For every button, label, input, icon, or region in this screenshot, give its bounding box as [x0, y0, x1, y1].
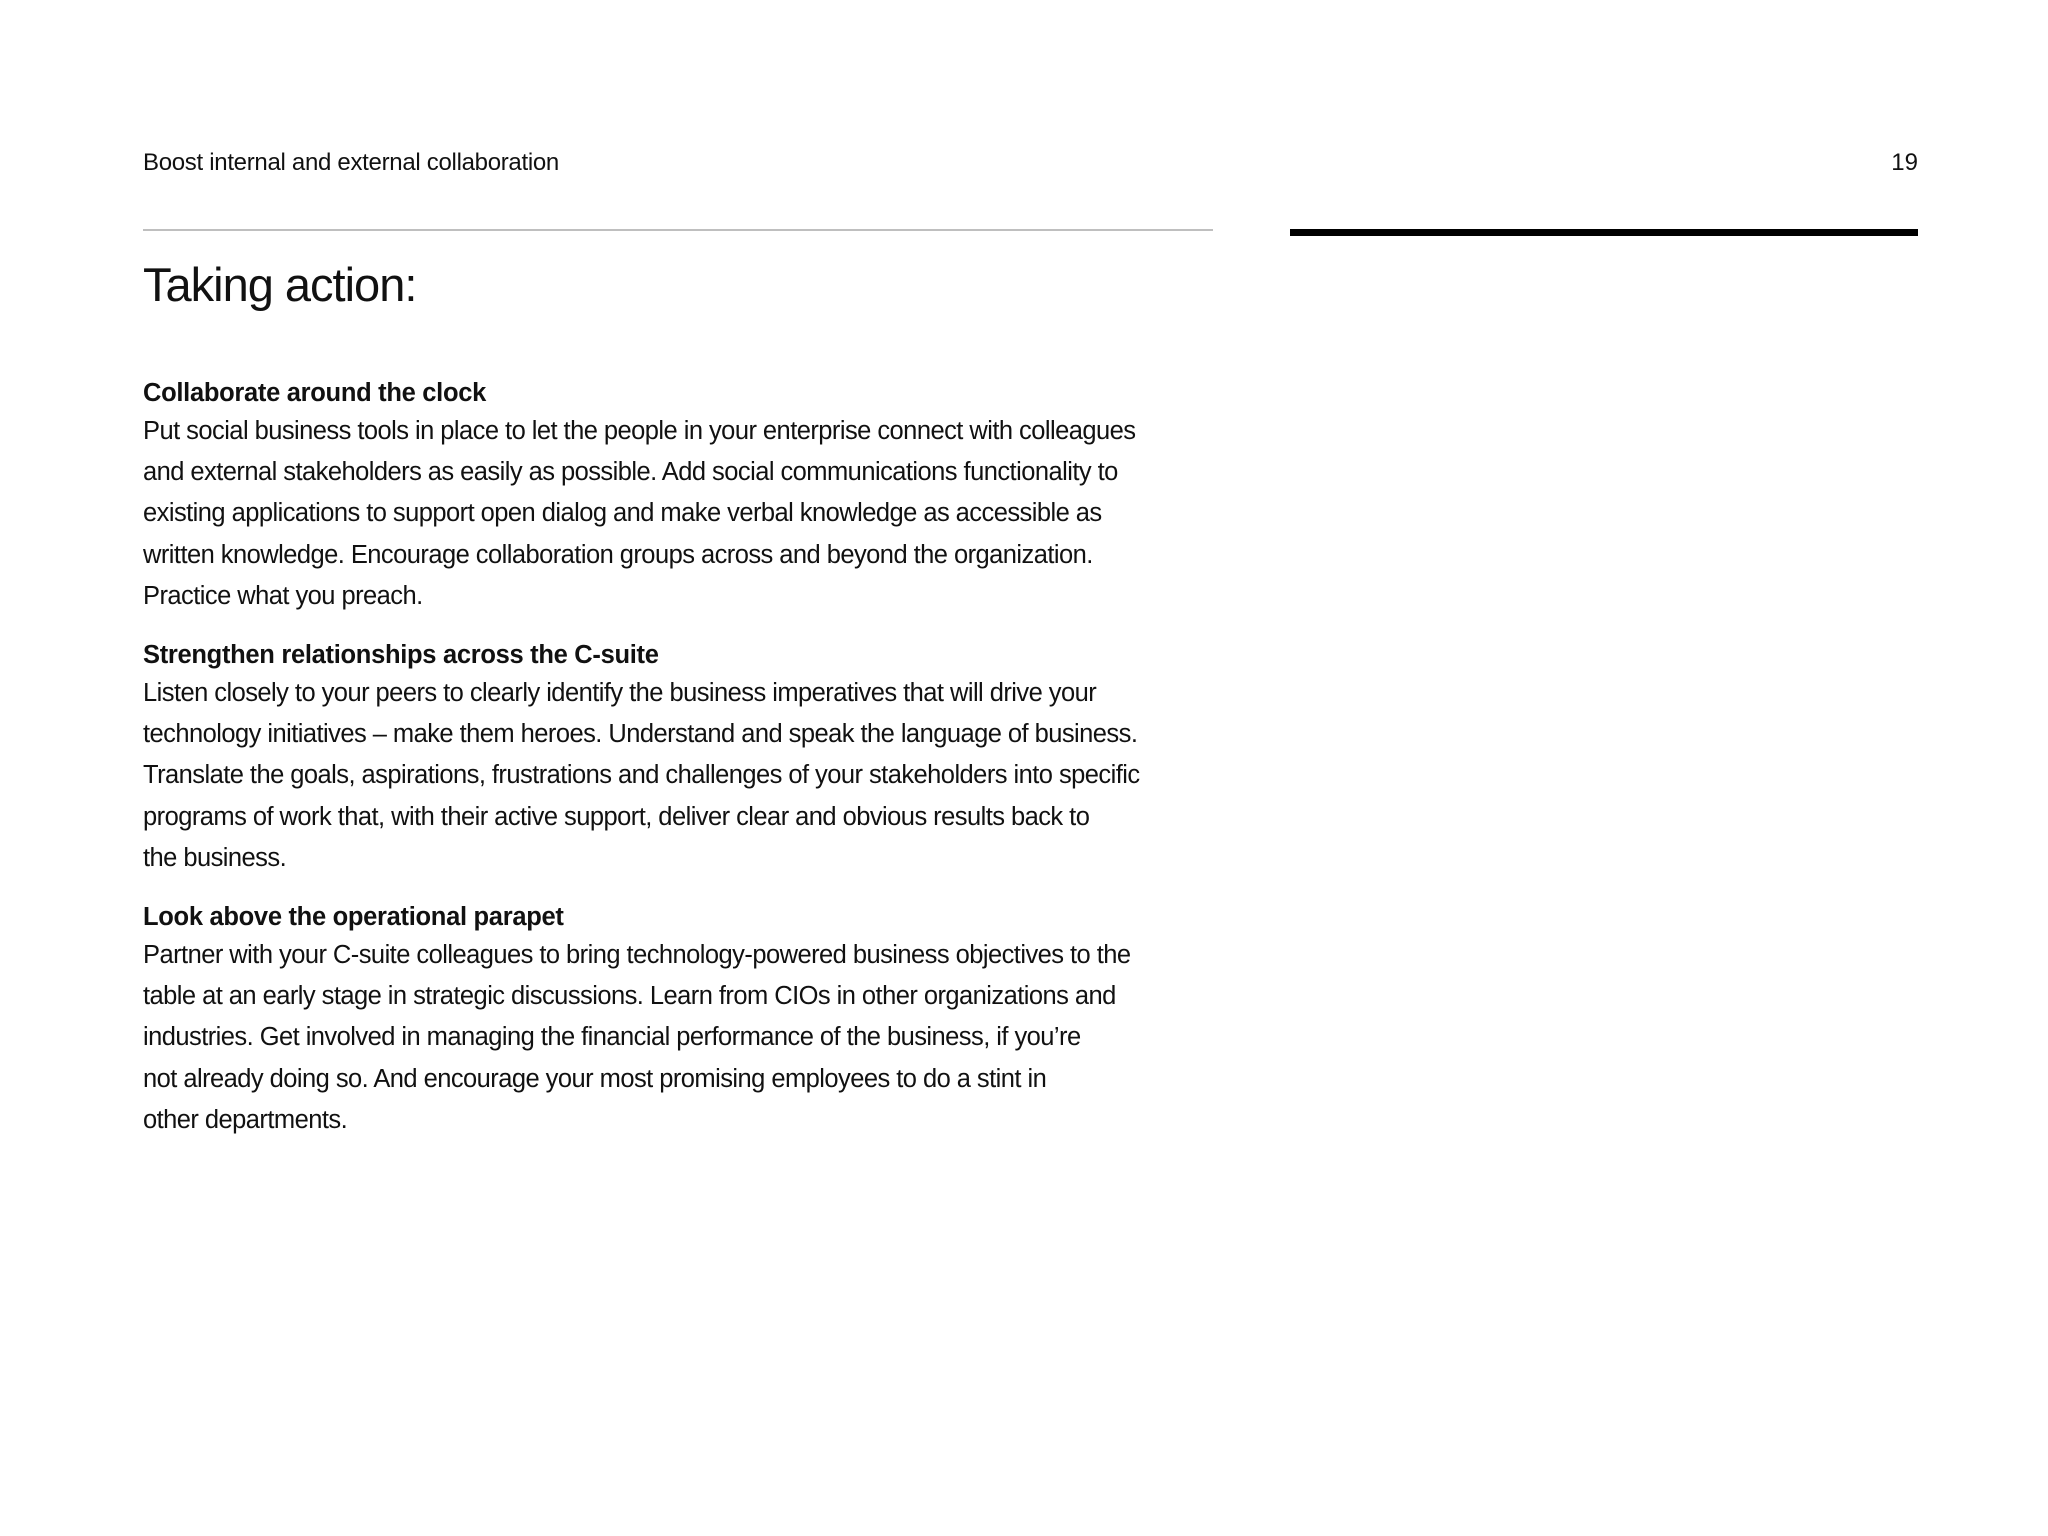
running-title: Boost internal and external collaboration	[143, 149, 559, 176]
section-heading: Strengthen relationships across the C-suite	[143, 641, 659, 670]
section-heading: Look above the operational parapet	[143, 903, 564, 932]
section-parapet	[143, 899, 1228, 1141]
section-collaborate	[143, 375, 1228, 617]
section-body	[143, 673, 1228, 879]
page-number: 19	[1891, 149, 1918, 176]
body-line: Put social business tools in place to let the people in your enterprise connect with colleagues	[143, 417, 1136, 445]
divider-rule	[143, 229, 1213, 231]
section-body	[143, 411, 1228, 617]
body-line: the business.	[143, 843, 287, 872]
body-line: industries. Get involved in managing the financial performance of the business, if you’re	[143, 1023, 1081, 1052]
body-line: programs of work that, with their active support, deliver clear and obvious results back to	[143, 802, 1090, 831]
body-line: other departments.	[143, 1105, 348, 1134]
body-line: written knowledge. Encourage collaboration groups across and beyond the organization.	[143, 540, 1093, 569]
accent-rule	[1290, 229, 1918, 236]
section-relationships	[143, 637, 1228, 879]
body-line: not already doing so. And encourage your most promising employees to do a stint in	[143, 1064, 1047, 1093]
body-line: and external stakeholders as easily as possible. Add social communications functionality to	[143, 458, 1118, 487]
body-line: table at an early stage in strategic discussions. Learn from CIOs in other organizations and	[143, 982, 1116, 1011]
body-line: Translate the goals, aspirations, frustrations and challenges of your stakeholders into specific	[143, 761, 1140, 790]
body-line: existing applications to support open dialog and make verbal knowledge as accessible as	[143, 499, 1102, 528]
section-body	[143, 935, 1228, 1141]
body-line: Partner with your C-suite colleagues to bring technology-powered business objectives to the	[143, 941, 1131, 970]
section-heading: Collaborate around the clock	[143, 379, 486, 407]
body-line: technology initiatives – make them heroes. Understand and speak the language of business.	[143, 720, 1138, 749]
action-sections	[143, 375, 1228, 1161]
page-title: Taking action:	[143, 258, 417, 311]
body-line: Listen closely to your peers to clearly identify the business imperatives that will drive your	[143, 679, 1097, 708]
body-line: Practice what you preach.	[143, 581, 423, 610]
